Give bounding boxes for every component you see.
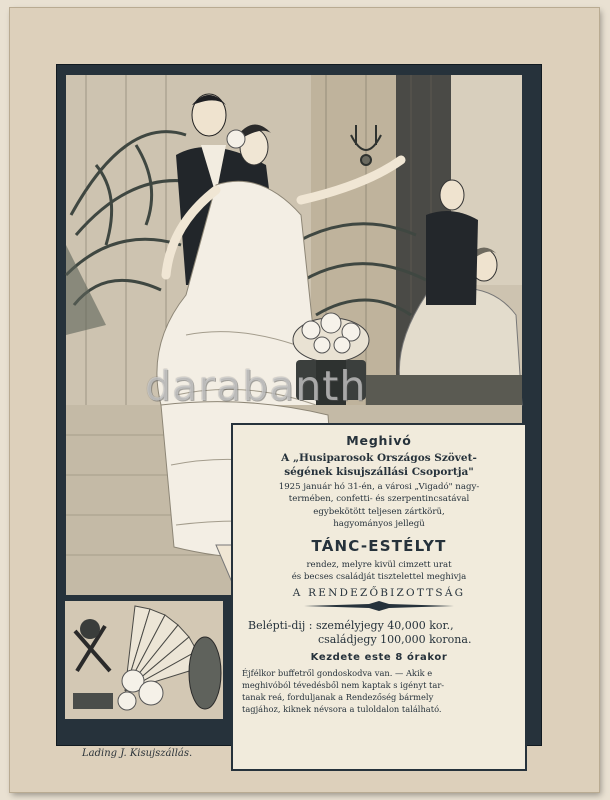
- event-name: TÁNC-ESTÉLYT: [311, 536, 447, 555]
- price-line-1: Belépti-dij : személyjegy 40,000 kor.,: [248, 619, 454, 633]
- footnote: [242, 667, 516, 715]
- poster-frame: [56, 64, 542, 746]
- invitation-line-2: és becses családját tisztelettel meghivja: [291, 572, 467, 583]
- invitation-panel: [231, 423, 527, 771]
- organizing-committee: A RENDEZŐBIZOTTSÁG: [292, 587, 466, 600]
- footnote-line-1: Éjfélkor buffetről gondoskodva van. — Akik e: [242, 668, 433, 679]
- fan-and-roses-vignette: [63, 599, 225, 721]
- description-line-4: hagyományos jellegü: [333, 519, 425, 530]
- invitation-text: [242, 559, 516, 584]
- invitation-line-1: rendez, melyre kivül cimzett urat: [306, 559, 452, 570]
- event-description: [242, 481, 516, 531]
- description-line-1: 1925 január hó 31-én, a városi „Vigadó" nagy-: [278, 482, 480, 492]
- description-line-2: termében, confetti- és szerpentincsatával: [288, 494, 470, 505]
- printer-credit: Lading J. Kisujszállás.: [82, 748, 193, 759]
- description-line-3: egybekötött teljesen zártkörü,: [313, 506, 445, 517]
- start-time: Kezdete este 8 órakor: [310, 652, 448, 664]
- organizer-line-2: ségének kisujszállási Csoportja": [284, 466, 474, 478]
- ticket-prices: [242, 619, 516, 647]
- ornament-divider: [304, 601, 454, 611]
- footnote-line-2: meghivóból tévedésből nem kaptak s igényt tar-: [242, 680, 445, 691]
- organizer-line-1: A „Husiparosok Országos Szövet-: [281, 452, 477, 464]
- watermark: darabanth: [145, 362, 367, 410]
- footnote-line-4: tagjához, kiknek névsora a tuloldalon található.: [242, 704, 442, 715]
- invitation-title: Meghivó: [346, 433, 412, 448]
- poster-sheet: [10, 8, 599, 792]
- footnote-line-3: tanak reá, forduljanak a Rendezőség bármely: [242, 692, 434, 703]
- fan-illustration: [65, 601, 223, 719]
- price-line-2: családjegy 100,000 korona.: [318, 633, 472, 647]
